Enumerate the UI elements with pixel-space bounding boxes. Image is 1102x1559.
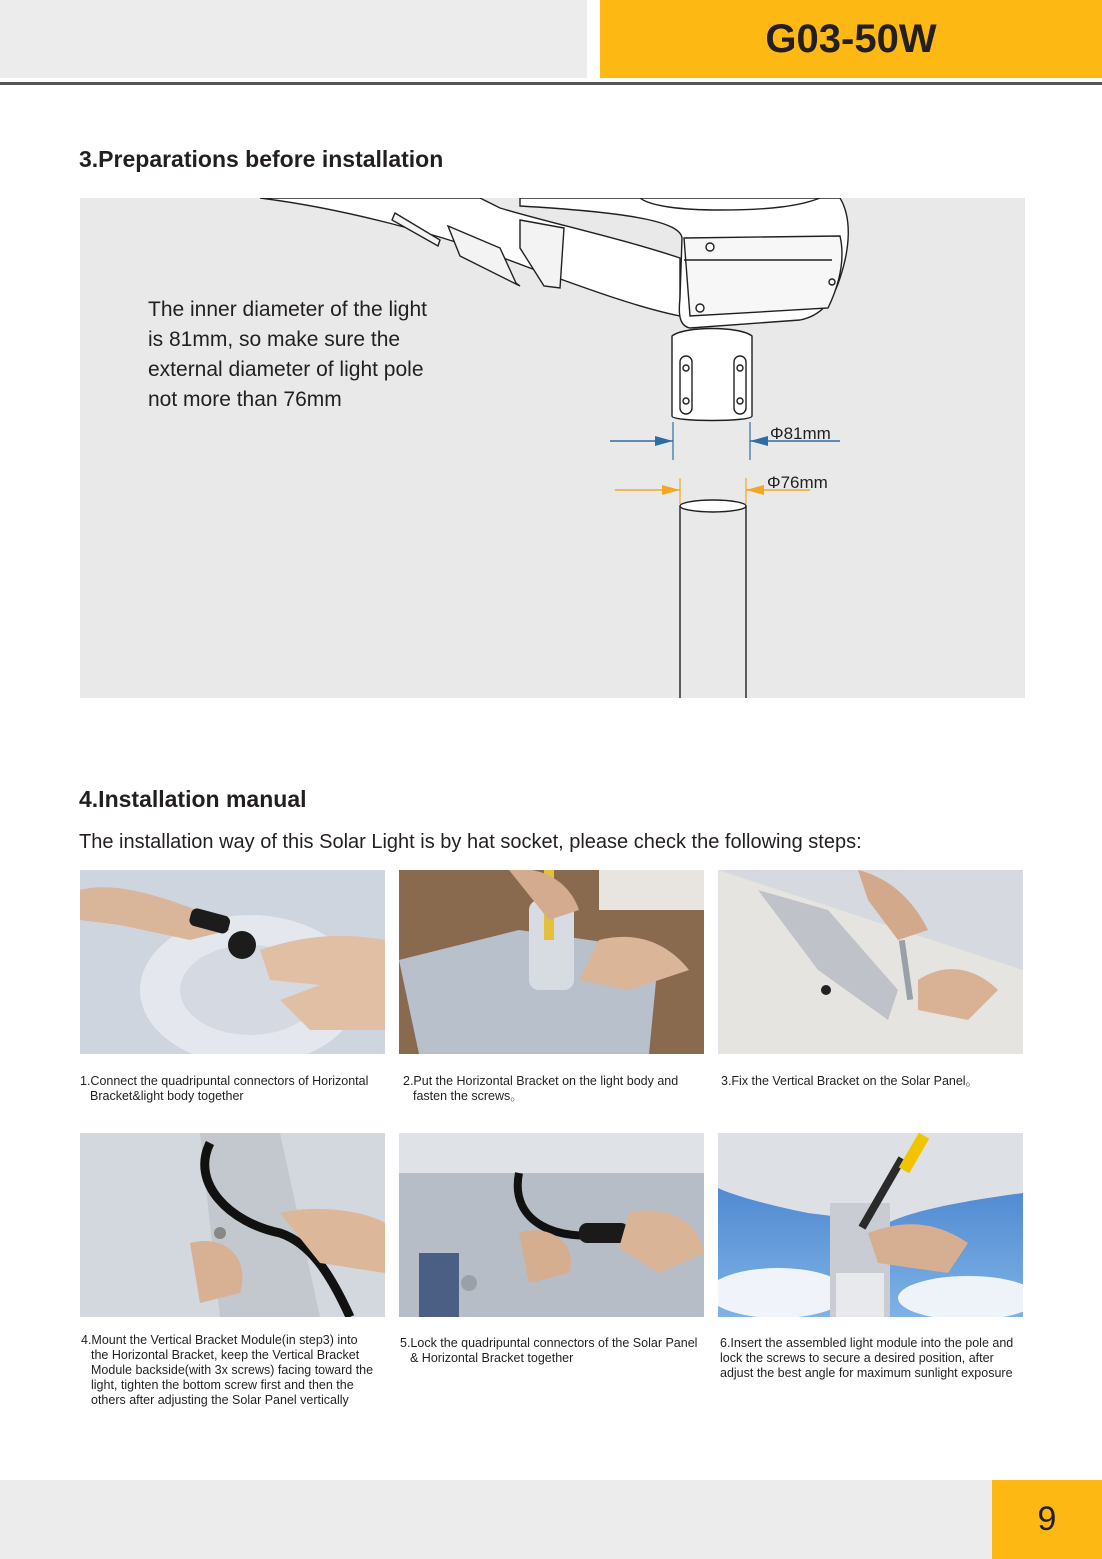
step2-photo [399,870,704,1054]
step1-photo [80,870,385,1054]
step6-caption [720,1336,1030,1381]
dimension-76mm-label: Φ76mm [767,473,828,492]
step5-caption-line1: 5.Lock the quadripuntal connectors of the Solar Panel [400,1336,698,1350]
step2-caption [403,1074,713,1104]
step5-caption [400,1336,710,1366]
step4-caption [81,1333,391,1408]
installation-intro: The installation way of this Solar Light is by hat socket, please check the following steps: [79,831,862,853]
section4-title: 4.Installation manual [79,786,307,812]
diameter-note: The inner diameter of the light is 81mm, so make sure the external diameter of light pole not more than 76mm [148,298,427,411]
pole-diameter-diagram [80,198,1025,698]
light-pole [680,506,746,698]
step3-photo [718,870,1023,1054]
step1-caption [80,1074,390,1104]
footer-band [0,1480,992,1559]
step4-caption-line1: 4.Mount the Vertical Bracket Module(in step3) into [81,1333,358,1347]
step6-caption-line1: 6.Insert the assembled light module into the pole and [720,1336,1014,1350]
step6-caption-rest: lock the screws to secure a desired position, after adjust the best angle for maximum sunlight exposure [720,1351,1013,1380]
page-number: 9 [992,1480,1102,1559]
step3-caption [721,1074,1031,1089]
light-and-pole-drawing [80,198,1025,698]
header-divider [0,82,1102,85]
step4-photo [80,1133,385,1317]
header-left-band [0,0,587,78]
step5-photo [399,1133,704,1317]
step3-caption-line1: 3.Fix the Vertical Bracket on the Solar Panel。 [721,1074,979,1088]
step6-photo [718,1133,1023,1317]
step5-caption-rest: & Horizontal Bracket together [410,1351,574,1365]
model-title: G03-50W [765,17,937,61]
step2-caption-rest: fasten the screws。 [413,1089,523,1103]
step1-caption-rest: Bracket&light body together [90,1089,244,1103]
section3-title: 3.Preparations before installation [79,146,444,172]
dimension-81mm-label: Φ81mm [770,424,831,443]
step1-caption-line1: 1.Connect the quadripuntal connectors of Horizontal [80,1074,369,1088]
step2-caption-line1: 2.Put the Horizontal Bracket on the light body and [403,1074,679,1088]
step4-caption-rest: the Horizontal Bracket, keep the Vertical Bracket Module backside(with 3x screws) facing toward the light, tighten the bottom screw first and then the others after adjusting the Solar Panel vertically [91,1348,374,1407]
